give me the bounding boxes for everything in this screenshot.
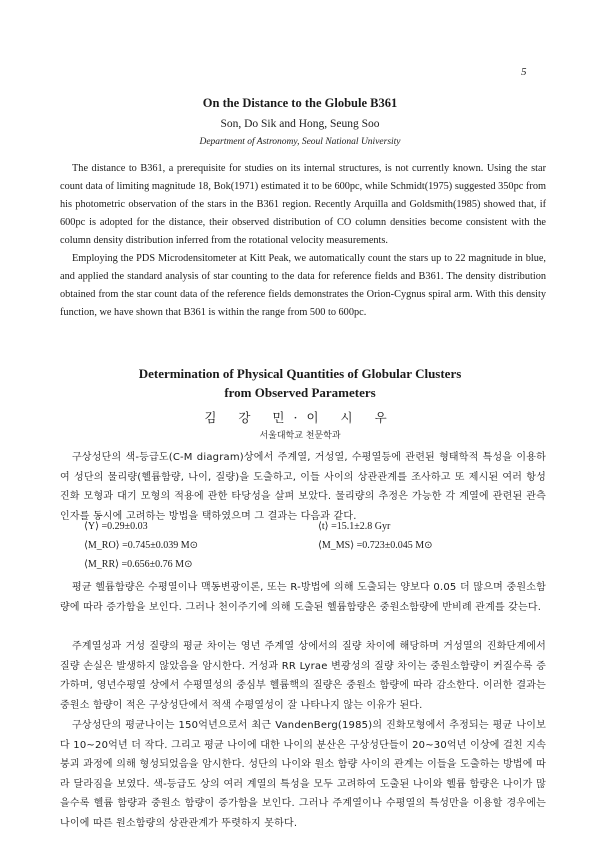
equation-age xyxy=(318,521,390,532)
equation-mass-rr-value: =0.656±0.76 M⊙ xyxy=(121,559,193,570)
article2-title-line2: from Observed Parameters xyxy=(224,385,376,400)
article2-paragraph-4-text: 구상성단의 평균나이는 150억년으로서 최근 VandenBerg(1985)의 진화모형에서 추정되는 평균 나이보다 10~20억년 더 작다. 그리고 평균 나이에 대한 나이의 분산은 구상성단들이 20~30억년 이상에 걸친 지속 붕괴 과정에 의해 형성되었음을 암시한다. 성단의 나이와 원소 함량 사이의 관계는 이들을 도출하는 방법에 따라 달라짐을 보였다. 색-등급도 상의 여러 계열의 특성을 모두 고려하여 도출된 나이와 헬륨 함량은 나이가 많을수록 헬륨 함량과 중원소 함량이 증가함을 보인다. 그러나 주계열이나 수평열의 특성만을 이용할 경우에는 나이에 따른 원소함량의 상관관계가 뚜렷하지 못하다. xyxy=(60,720,546,829)
equation-helium-lhs: ⟨Y⟩ xyxy=(84,521,100,532)
article2-paragraph-4 xyxy=(60,716,546,834)
equation-helium-value: =0.29±0.03 xyxy=(101,521,148,532)
equation-mass-ro xyxy=(84,540,198,551)
equation-mass-ms-value: =0.723±0.045 M⊙ xyxy=(356,540,433,551)
article1-affiliation: Department of Astronomy, Seoul National University xyxy=(199,137,401,147)
equation-mass-ms xyxy=(318,540,433,551)
article1-authors: Son, Do Sik and Hong, Seung Soo xyxy=(220,118,380,130)
article2-paragraph-3 xyxy=(60,637,546,715)
article1-abstract xyxy=(60,160,546,322)
article2-title-line1: Determination of Physical Quantities of Globular Clusters xyxy=(138,366,462,381)
article1-paragraph-2: Employing the PDS Microdensitometer at Kitt Peak, we automatically count the stars up to 22 magnitude in blue, and applied the standard analysis of star counting to the data for reference fields and B361. The density distribution obtained from the star count data of the reference fields demonstrates the Orion-Cygnus spiral arm. With this density function, we have shown that B361 is within the range from 500 to 600pc. xyxy=(60,253,546,318)
equation-mass-ro-lhs: ⟨M_RO⟩ xyxy=(84,540,120,551)
article2-paragraph-2-text: 평균 헬륨함량은 수평열이나 맥동변광이론, 또는 R-방법에 의해 도출되는 양보다 0.05 더 많으며 중원소함량에 따라 증가함을 보인다. 그러나 천이주기에 의해 도출된 헬륨함량은 중원소함량에 반비례 관계를 갖는다. xyxy=(60,582,546,613)
equation-mass-ro-value: =0.745±0.039 M⊙ xyxy=(122,540,198,551)
equation-age-lhs: ⟨t⟩ xyxy=(318,521,329,532)
article1-title: On the Distance to the Globule B361 xyxy=(202,96,398,110)
page-number: 5 xyxy=(521,66,527,78)
article2-paragraph-3-text: 주계열성과 거성 질량의 평균 차이는 영년 주계열 상에서의 질량 차이에 해당하며 거성열의 진화단계에서 질량 손실은 발생하지 않았음을 암시한다. 거성과 RR Lyrae 변광성의 질량 차이는 중원소함량이 커질수록 증가하며, 영년수평열 상에서 수평열성의 중심부 헬륨핵의 질량은 중원소 함량에 따라 감소한다. 이러한 결과는 중원소 함량이 적은 구상성단에서 적색 수평열성이 잘 나타나지 않는 이유가 된다. xyxy=(60,641,546,711)
article2-paragraph-1-text: 구상성단의 색-등급도(C-M diagram)상에서 주계열, 거성열, 수평열등에 관련된 형태학적 특성을 이용하여 성단의 물리량(헬륨함량, 나이, 질량)을 도출하고, 이들 사이의 상관관계를 조사하고 또 제시된 여러 항성 진화 모형과 대기 모형의 적용에 관한 타당성을 살펴 보았다. 물리량의 추정은 가능한 각 계열에 관련된 관측인자를 동시에 고려하는 방법을 택하였으며 그 결과는 다음과 같다. xyxy=(60,452,546,522)
equation-mass-ms-lhs: ⟨M_MS⟩ xyxy=(318,540,355,551)
equation-mass-rr xyxy=(84,559,192,570)
equation-helium xyxy=(84,521,148,532)
article1-paragraph-1: The distance to B361, a prerequisite for studies on its internal structures, is not currently known. Using the star count data of limiting magnitude 18, Bok(1971) estimated it to be 600pc, while Schmidt(1975) suggested 350pc from his photometric observation of the stars in the B361 region. Recently Arquilla and Goldsmith(1985) showed that, if 600pc is adopted for the distance, their observed distribution of CO column densities become consistent with the column density distribution inferred from the rotational velocity measurements. xyxy=(60,163,546,246)
article2-affiliation: 서울대학교 천문학과 xyxy=(259,431,341,441)
article2-authors: 김 강 민·이 시 우 xyxy=(204,410,396,425)
equation-mass-rr-lhs: ⟨M_RR⟩ xyxy=(84,559,120,570)
article2-paragraph-2 xyxy=(60,578,546,617)
article2-paragraph-1 xyxy=(60,448,546,526)
equation-age-value: =15.1±2.8 Gyr xyxy=(331,521,391,532)
